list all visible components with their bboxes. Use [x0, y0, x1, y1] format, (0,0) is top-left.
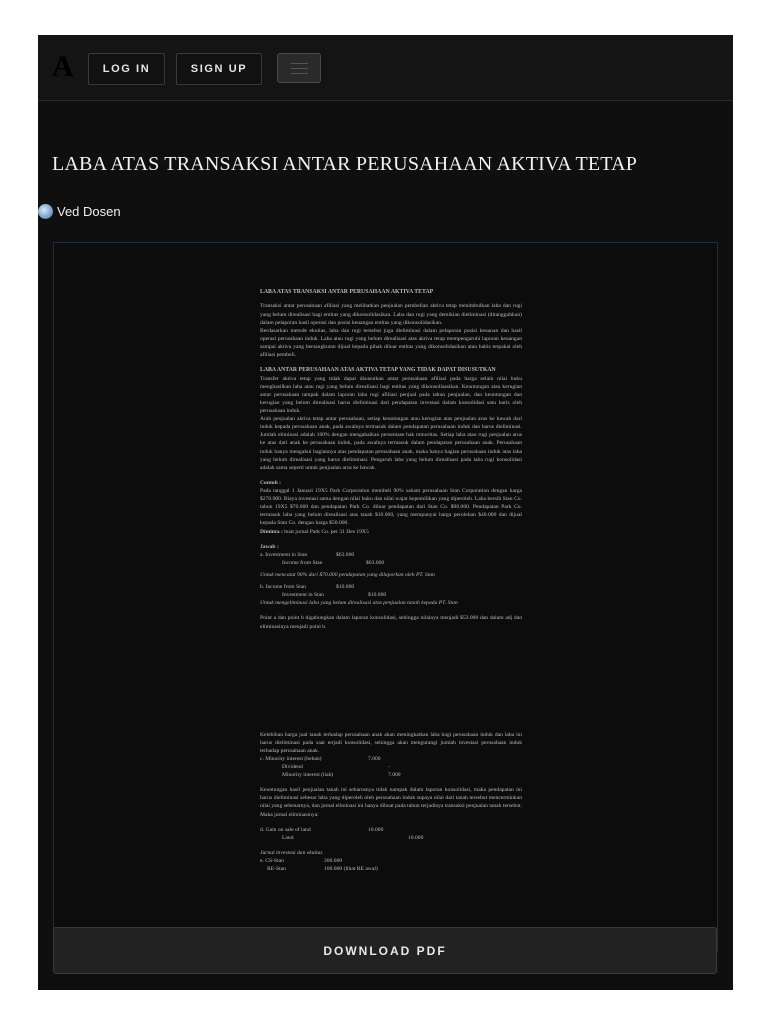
- answer-label: Jawab :: [260, 543, 279, 550]
- journal-account: RE-Stan: [267, 866, 286, 873]
- journal-row: [260, 826, 522, 834]
- journal-row: [260, 551, 522, 559]
- example-label: Contoh :: [260, 479, 281, 486]
- menu-icon-line: [291, 73, 308, 74]
- author-name[interactable]: Ved Dosen: [57, 204, 121, 219]
- journal-amount: 100.000 (lihat RE awal): [324, 866, 378, 873]
- journal-account: b. Income from Stan: [260, 584, 306, 591]
- author-info[interactable]: [38, 204, 121, 219]
- journal-account: Minority interest (liab): [282, 772, 334, 779]
- page-paragraph: Transfer aktiva tetap yang tidak dapat disusutkan antar perusahaan afiliasi pada harga selain nilai buku menghasilkan laba atau rugi yang belum direalisasi bagi entitas yang dikonsolisasikan. Keuntungan atau kerugian antar perusahaan tampak dalam laporan laba rugi afiliasi penjual pada tahun penjualan, dan keuntungan dan kerugian yang belum direalisasi harus dieliminasi dari pendapatan investasi dalam konsolidasi satu baris oleh perusahaan induk.: [260, 375, 522, 414]
- journal-row: [260, 763, 522, 771]
- journal-amount: $63.000: [336, 551, 355, 558]
- login-button[interactable]: LOG IN: [88, 53, 165, 85]
- journal-row: [260, 591, 522, 599]
- page-paragraph: Transaksi antar perusahaan afiliasi yang melibatkan penjualan pembelian aktiva tetap menimbulkan laba dan rugi yang belum direalisasi bagi entitas yang dikonsolidasikan. Laba dan rugi yang demikian dieliminasi (ditangguhkan) dalam pelaporan hasil operasi dan posisi keuangan entitas yang dikonsolidasikan.: [260, 303, 522, 326]
- journal-amount: $10.000: [336, 584, 355, 591]
- required-text: buat jurnal Park Co. per 31 Des 19X5: [284, 528, 369, 535]
- page-paragraph: Berdasarkan metode ekuitas, laba dan rugi tersebut juga dieliminasi dalam pelaporan posisi keuanan dan hasil operasi perusahaan induk. Laba atau rugi yang belum direalisasi atas aktiva tetap mempengaruhi laporan keuangan sampai aktiva yang bersangkutan dijual kepada pihak diluar entitas yang dikonsolidasikan atau habis terpakai oleh afiliasi pembeli.: [260, 327, 522, 359]
- journal-account: a. Investment in Stan: [260, 551, 308, 558]
- document-viewer[interactable]: [53, 242, 718, 952]
- required-label: Diminta :: [260, 528, 283, 535]
- journal-account: c. Minority interest (beban): [260, 755, 322, 762]
- journal-account: Investment in Stan: [282, 592, 324, 599]
- page-paragraph: Arah penjualan aktiva tetap antar perusahaan, setiap keuntungan atau kerugian atas penjualan arus ke bawah dari induk kepada perusahaan anak, pada awalnya termasuk dalam pendapatan perusahaan induk dan harus dieliminasi. Jumlah eliminasi adalah 100% dengan mengabaikan persentase hak minoritas. Setiap laba atau rugi penjualan arus ke atas dari anak ke perusahaan induk, pada awalnya termasuk dalam pendapatan perusahaan anak. Perusahaan induk hanya mengakui bagiannya atas pendapatan perusahaan anak, maka hanya bagian perusahaan induk atas laba yang belum direalisasi yang harus dieliminasi. Pengaruh laba yang belum direalisasi pada laba rugi konsolidasi adalah sama seperti untuk penjualan arus ke bawah.: [260, 416, 522, 471]
- site-logo[interactable]: A: [52, 50, 74, 83]
- journal-note: Untuk mencatat 90% dari $70.000 pendapatan yang dilaporkan oleh PT. Stan: [260, 571, 435, 578]
- page-paragraph: Pada tanggal 1 Januari 19X5 Park Corporation membeli 90% saham perusahaan Stan Corporation dengan harga $270.000. Biaya investasi sama dengan nilai buku dan nilai wajar kepemilikan yang diperoleh. Laba bersih Stan Co. tahun 19X5 $70.000 dan pendapatan Park Co. diluar pendapatan dari Stan Co. $90.000. Pendapatan Park Co. termasuk laba yang belum direalisasi atas tanah $10.000, yang mempunyai harga perolehan $40.000 dan dijual kepada Stan Co. dengan harga $50.000.: [260, 487, 522, 527]
- journal-amount: -: [388, 764, 390, 771]
- author-avatar: [38, 204, 53, 219]
- document-title: LABA ATAS TRANSAKSI ANTAR PERUSAHAAN AKTIVA TETAP: [52, 153, 638, 175]
- page-heading: LABA ATAS TRANSAKSI ANTAR PERUSAHAAN AKTIVA TETAP: [260, 289, 434, 295]
- journal-row: [260, 865, 522, 873]
- journal-row: [260, 583, 522, 591]
- journal-amount: $63.000: [366, 559, 385, 566]
- top-navigation-bar: [38, 35, 733, 101]
- journal-amount: 7.000: [388, 772, 401, 779]
- journal-amount: 7.000: [368, 755, 381, 762]
- journal-amount: $10.000: [368, 592, 387, 599]
- menu-icon-line: [291, 63, 308, 64]
- page-paragraph: Keuntungan hasil penjualan tanah ini seharusnya tidak nampak dalam laporan konsolidasi, maka pendapatan ini harus dieliminasi sebesar laba yang diperoleh oleh perusahaan induk supaya nilai dari tanah tersebut mencerminkan nilai yang sebenarnya, dan jurnal eliminasi ini hanya dibuat pada tahun terjadinya transaksi penjualan tanah tersebut. Maka jurnal eliminasinya:: [260, 787, 522, 818]
- journal-amount: 10.000: [368, 826, 384, 833]
- document-page: [260, 288, 522, 873]
- journal-note: Untuk mengeliminasi laba yang belum direalisasi atas penjualan tanah kepada PT. Stan: [260, 600, 458, 607]
- page-paragraph: Kelebihan harga jual tanah terhadap perusahaan anak akan meningkatkan laba bagi perusahaan induk dan laba ini harus dieliminasi pada saat terjadi konsolidasi, sehingga akan mengurangi jumlah investasi perusahaan induk terhadap perusahaan anak.: [260, 731, 522, 754]
- journal-amount: 200.000: [324, 858, 343, 865]
- journal-amount: 10.000: [408, 834, 424, 841]
- journal-row: [260, 559, 522, 567]
- menu-button[interactable]: [277, 53, 321, 83]
- download-pdf-button[interactable]: DOWNLOAD PDF: [53, 927, 717, 974]
- signup-button[interactable]: SIGN UP: [176, 53, 262, 85]
- app-frame: [38, 35, 733, 990]
- journal-account: d. Gain on sale of land: [260, 826, 311, 833]
- journal-row: [260, 857, 522, 865]
- journal-row: [260, 755, 522, 763]
- journal-row: [260, 834, 522, 842]
- journal-account: Income from Stan: [282, 559, 323, 566]
- journal-account: Dividend: [282, 764, 303, 771]
- menu-icon-line: [291, 68, 308, 69]
- journal-note: Jurnal investasi dan ekuitas: [260, 849, 323, 856]
- journal-account: e. CS-Stan: [260, 858, 284, 865]
- page-paragraph: Point a dan point b digabungkan dalam laporan konsolidasi, sehingga nilainya menjadi $53.000 dan dalam adj dan eliminasinya menjadi point b.: [260, 615, 522, 630]
- journal-row: [260, 771, 522, 779]
- page-heading: LABA ANTAR PERUSAHAAN ATAS AKTIVA TETAP YANG TIDAK DAPAT DISUSUTKAN: [260, 367, 496, 374]
- journal-account: Land: [282, 834, 294, 841]
